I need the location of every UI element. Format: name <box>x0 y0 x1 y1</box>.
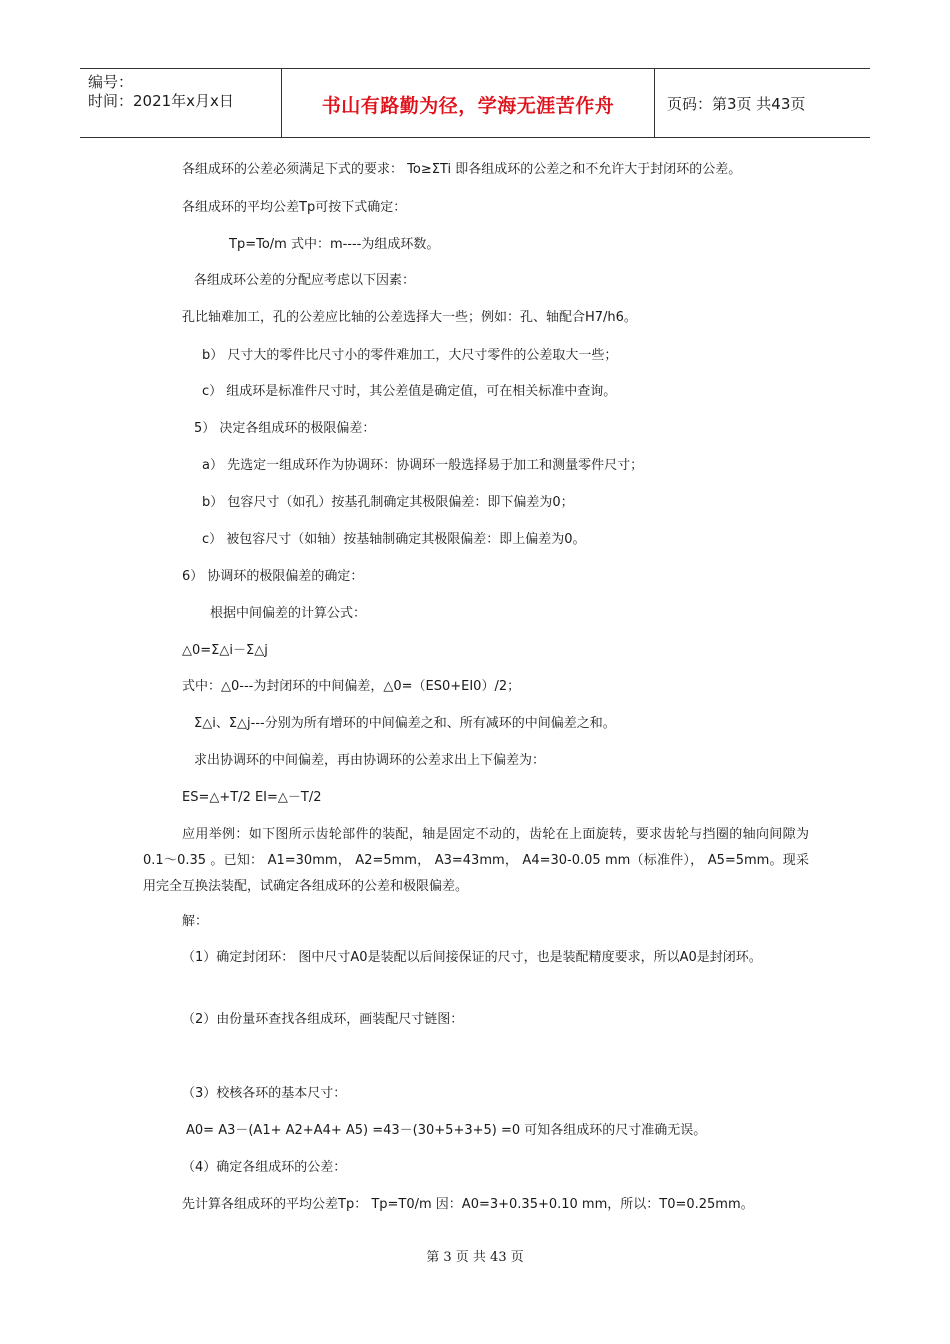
body-line: 6） 协调环的极限偏差的确定： <box>182 569 364 584</box>
body-line: 各组成环公差的分配应考虑以下因素： <box>194 273 416 288</box>
body-paragraph: 应用举例：如下图所示齿轮部件的装配，轴是固定不动的，齿轮在上面旋转，要求齿轮与挡圈的轴向间隙为 0.1～0.35 。已知： A1=30mm， A2=5mm， A3=43mm， A4=30-0.05 mm（标准件）， A5=5mm。现采用完全互换法装配，试确定各组成环的公差和极限偏差。 <box>143 827 809 894</box>
body-line: 各组成环的平均公差Tp可按下式确定： <box>182 200 407 215</box>
body-line: b） 尺寸大的零件比尺寸小的零件难加工，大尺寸零件的公差取大一些； <box>202 348 618 363</box>
body-line: A0= A3－(A1+ A2+A4+ A5) =43－(30+5+3+5) =0 可知各组成环的尺寸准确无误。 <box>186 1123 707 1138</box>
body-line: △0=Σ△i－Σ△j <box>182 643 268 658</box>
body-line: （4）确定各组成环的公差： <box>182 1160 347 1175</box>
body-line: 根据中间偏差的计算公式： <box>210 606 367 621</box>
body-line: 解： <box>182 914 209 929</box>
body-line: ES=△+T/2 EI=△－T/2 <box>182 790 322 805</box>
body-line: 求出协调环的中间偏差，再由协调环的公差求出上下偏差为： <box>194 753 546 768</box>
body-line: a） 先选定一组成环作为协调环：协调环一般选择易于加工和测量零件尺寸； <box>202 458 644 473</box>
body-line: 5） 决定各组成环的极限偏差： <box>194 421 376 436</box>
body-line: （3）校核各环的基本尺寸： <box>182 1086 347 1101</box>
body-line: 孔比轴难加工，孔的公差应比轴的公差选择大一些；例如：孔、轴配合H7/h6。 <box>182 310 637 325</box>
page-header <box>80 68 870 138</box>
page-number-top: 页码：第3页 共43页 <box>667 95 806 113</box>
motto: 书山有路勤为径，学海无涯苦作舟 <box>321 95 615 117</box>
body-line: 各组成环的公差必须满足下式的要求： To≥ΣTi 即各组成环的公差之和不允许大于封闭环的公差。 <box>182 162 742 177</box>
body-line: b） 包容尺寸（如孔）按基孔制确定其极限偏差：即下偏差为0； <box>202 495 574 510</box>
body-line: 式中：△0---为封闭环的中间偏差，△0=（ES0+EI0）/2； <box>182 679 521 694</box>
body-line: c） 组成环是标准件尺寸时，其公差值是确定值，可在相关标准中查询。 <box>202 384 617 399</box>
body-paragraph: （1）确定封闭环： 图中尺寸A0是装配以后间接保证的尺寸，也是装配精度要求，所以A0是封闭环。 <box>182 950 762 965</box>
header-meta <box>80 69 282 137</box>
body-line: c） 被包容尺寸（如轴）按基轴制确定其极限偏差：即上偏差为0。 <box>202 532 586 547</box>
header-motto-cell <box>282 69 655 137</box>
header-page-cell <box>655 69 870 137</box>
body-line: Tp=To/m 式中：m----为组成环数。 <box>229 237 440 252</box>
code-label: 编号： <box>88 73 134 91</box>
page-footer: 第 3 页 共 43 页 <box>426 1250 524 1265</box>
date-label: 时间：2021年x月x日 <box>88 92 234 110</box>
body-line: （2）由份量环查找各组成环，画装配尺寸链图： <box>182 1012 464 1027</box>
body-line: 先计算各组成环的平均公差Tp： Tp=T0/m 因：A0=3+0.35+0.10 mm，所以：T0=0.25mm。 <box>182 1197 754 1212</box>
body-line: Σ△i、Σ△j---分别为所有增环的中间偏差之和、所有减环的中间偏差之和。 <box>194 716 616 731</box>
